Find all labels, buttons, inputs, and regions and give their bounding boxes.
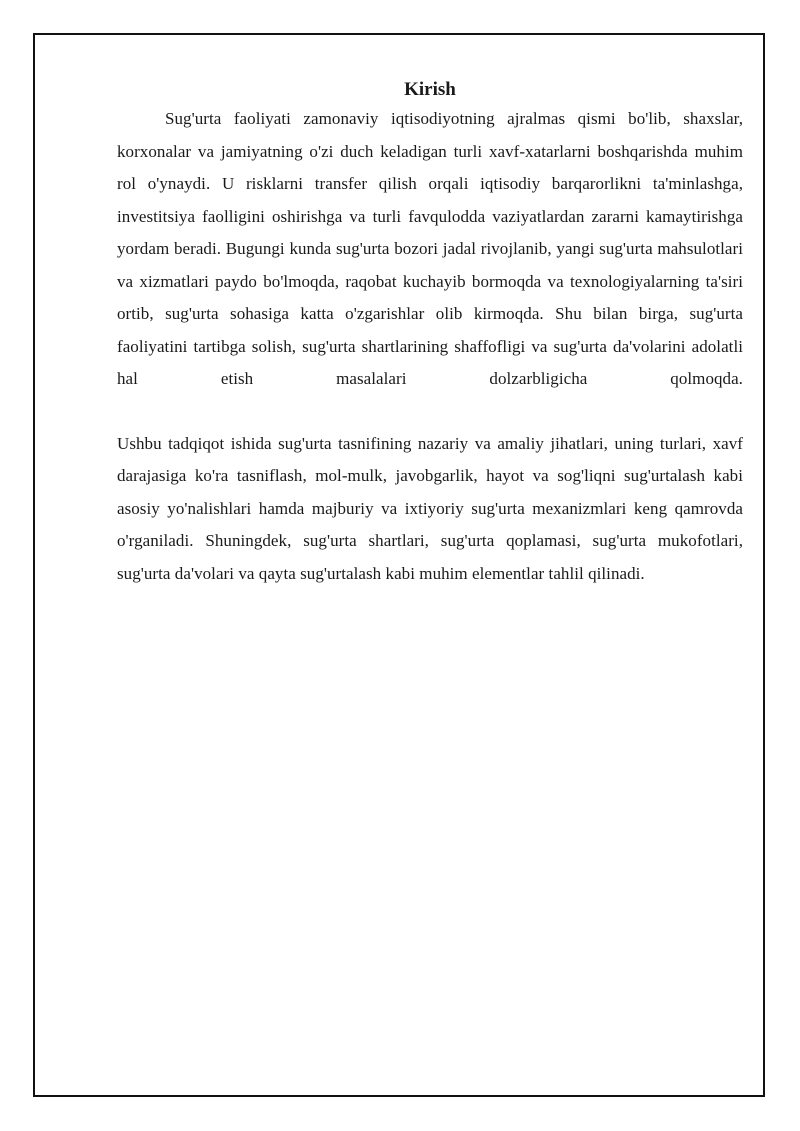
document-title: Kirish [404, 79, 456, 100]
paragraph-scope: Ushbu tadqiqot ishida sug'urta tasnifining nazariy va amaliy jihatlari, uning turlari, xavf darajasiga ko'ra tasniflash, mol-mulk, javobgarlik, hayot va sog'liqni sug'urtalash kabi asosiy yo'nalishlari hamda majburiy va ixtiyoriy sug'urta mexanizmlari keng qamrovda o'rganiladi. Shuningdek, sug'urta shartlari, sug'urta qoplamasi, sug'urta mukofotlari, sug'urta da'volari va qayta sug'urtalash kabi muhim elementlar tahlil qilinadi. [117, 433, 743, 583]
document-body [117, 79, 743, 590]
page-border [33, 33, 765, 1097]
paragraph-spacer [117, 396, 743, 428]
paragraph-intro: Sug'urta faoliyati zamonaviy iqtisodiyotning ajralmas qismi bo'lib, shaxslar, korxonalar va jamiyatning o'zi duch keladigan turli xavf-xatarlarni boshqarishda muhim rol o'ynaydi. U risklarni transfer qilish orqali iqtisodiy barqarorlikni ta'minlashga, investitsiya faolligini oshirishga va turli favqulodda vaziyatlardan zararni kamaytirishga yordam beradi. Bugungi kunda sug'urta bozori jadal rivojlanib, yangi sug'urta mahsulotlari va xizmatlari paydo bo'lmoqda, raqobat kuchayib bormoqda va texnologiyalarning ta'siri ortib, sug'urta sohasiga katta o'zgarishlar olib kirmoqda. Shu bilan birga, sug'urta faoliyatini tartibga solish, sug'urta shartlarining shaffofligi va sug'urta da'volarini adolatli hal etish masalalari dolzarbligicha qolmoqda. [117, 109, 743, 388]
